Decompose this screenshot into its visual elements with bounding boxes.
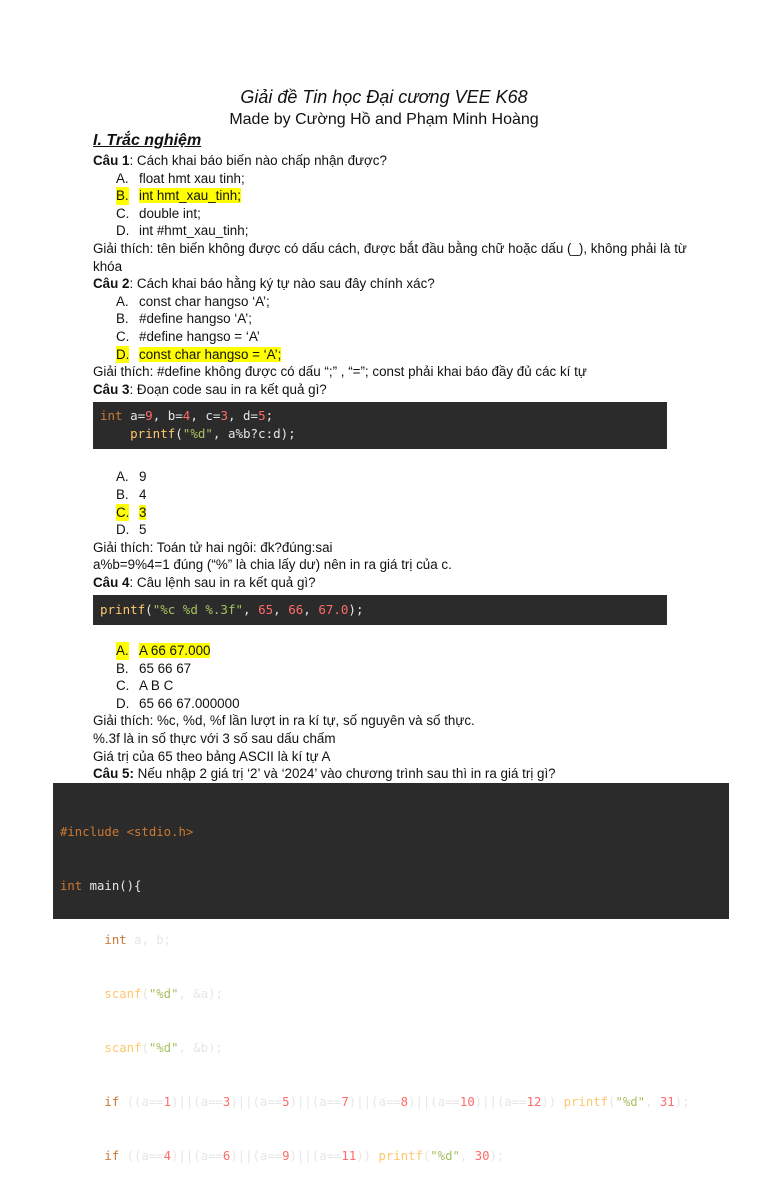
code-punct: ) bbox=[289, 1095, 297, 1109]
option-text: double int; bbox=[139, 205, 201, 221]
q5-code-block bbox=[53, 783, 729, 1163]
code-operator: || bbox=[296, 1149, 312, 1163]
code-punct: ) bbox=[474, 1095, 483, 1109]
code-line-decl: int a, b; bbox=[104, 933, 172, 947]
question-text: : Cách khai báo hằng ký tự nào sau đây chính xác? bbox=[129, 276, 435, 292]
code-operator: || bbox=[178, 1149, 194, 1163]
question-text: : Cách khai báo biến nào chấp nhận được? bbox=[129, 153, 387, 168]
code-punct: ) bbox=[548, 1095, 564, 1109]
code-punct: ( bbox=[119, 1095, 135, 1109]
option-text: float hmt xau tinh; bbox=[139, 170, 245, 186]
code-punct: ) bbox=[171, 1149, 179, 1163]
code-function: printf bbox=[378, 1149, 423, 1163]
code-punct: (a== bbox=[193, 1095, 223, 1109]
code-punct: ) bbox=[356, 1149, 364, 1163]
option-letter: C. bbox=[116, 328, 130, 344]
option-text: A B C bbox=[139, 678, 174, 694]
code-punct: (a== bbox=[252, 1095, 283, 1109]
option-text: 65 66 67.000000 bbox=[139, 695, 240, 711]
code-punct: (a== bbox=[430, 1095, 460, 1109]
q3-code-block bbox=[93, 402, 667, 449]
code-line-if-30 bbox=[60, 1147, 729, 1165]
q3-option-d bbox=[93, 521, 693, 539]
code-punct: (a== bbox=[311, 1149, 342, 1163]
code-punct: (a== bbox=[134, 1095, 164, 1109]
question-5 bbox=[93, 765, 693, 783]
option-text: int #hmt_xau_tinh; bbox=[139, 223, 249, 239]
code-punct: (a== bbox=[371, 1095, 401, 1109]
q4-explanation-3: Giá trị của 65 theo bảng ASCII là kí tự A bbox=[93, 748, 331, 764]
option-text: 65 66 67 bbox=[139, 660, 192, 676]
q2-option-d bbox=[93, 346, 693, 364]
code-line-scanf-b: scanf("%d", &b); bbox=[104, 1041, 223, 1055]
option-letter: B. bbox=[116, 188, 129, 204]
question-3 bbox=[93, 381, 693, 399]
option-text-answer: 3 bbox=[139, 504, 147, 520]
code-operator: || bbox=[356, 1095, 372, 1109]
question-text: Nếu nhập 2 giá trị ‘2’ và ‘2024’ vào chương trình sau thì in ra giá trị gì? bbox=[133, 766, 556, 782]
q2-explanation: Giải thích: #define không được có dấu “;” , “=”; const phải khai báo đầy đủ các kí tự bbox=[93, 364, 587, 380]
code-punct: (a== bbox=[311, 1095, 342, 1109]
code-number: 10 bbox=[459, 1095, 475, 1109]
code-indent bbox=[60, 1095, 104, 1109]
code-number: 7 bbox=[341, 1095, 349, 1109]
code-punct: ) bbox=[230, 1149, 238, 1163]
option-letter: C. bbox=[116, 678, 130, 694]
q3-option-c bbox=[93, 504, 693, 522]
q1-option-a bbox=[93, 170, 693, 188]
q4-option-b bbox=[93, 660, 693, 678]
q4-explanation-1: Giải thích: %c, %d, %f lần lượt in ra kí tự, số nguyên và số thực. bbox=[93, 713, 475, 729]
code-number: 30 bbox=[474, 1149, 490, 1163]
code-punct: ) bbox=[541, 1095, 549, 1109]
code-operator: || bbox=[237, 1095, 253, 1109]
code-keyword: if bbox=[104, 1149, 120, 1163]
content bbox=[93, 152, 693, 783]
code-number: 11 bbox=[341, 1149, 357, 1163]
question-text: : Câu lệnh sau in ra kết quả gì? bbox=[129, 574, 316, 590]
code-number: 1 bbox=[163, 1095, 172, 1109]
code-punct: (a== bbox=[496, 1095, 527, 1109]
q3-option-b bbox=[93, 486, 693, 504]
option-text-answer: A 66 67.000 bbox=[139, 642, 211, 658]
option-letter: A. bbox=[116, 293, 129, 309]
code-operator: || bbox=[482, 1095, 497, 1109]
code-indent bbox=[60, 1149, 104, 1163]
option-text: 4 bbox=[139, 486, 147, 502]
code-operator: || bbox=[415, 1095, 431, 1109]
option-text: 9 bbox=[139, 469, 147, 485]
code-punct: ) bbox=[230, 1095, 238, 1109]
code-number: 3 bbox=[222, 1095, 231, 1109]
code-punct: ) bbox=[171, 1095, 179, 1109]
code-line-main: int main(){ bbox=[60, 879, 142, 893]
question-label: Câu 5: bbox=[93, 766, 134, 782]
code-punct: ) bbox=[363, 1149, 379, 1163]
q2-option-b bbox=[93, 310, 693, 328]
question-label: Câu 4 bbox=[93, 574, 130, 590]
code-line: printf("%d", a%b?c:d); bbox=[130, 425, 296, 441]
option-text: #define hangso = ‘A’ bbox=[139, 328, 260, 344]
code-punct: ) bbox=[408, 1095, 416, 1109]
option-letter: C. bbox=[116, 504, 130, 520]
option-text: const char hangso ‘A’; bbox=[139, 293, 270, 309]
q1-option-d bbox=[93, 222, 693, 240]
code-operator: || bbox=[237, 1149, 253, 1163]
document-subtitle: Made by Cường Hồ and Phạm Minh Hoàng bbox=[229, 111, 539, 128]
option-letter: A. bbox=[116, 170, 129, 186]
option-letter: A. bbox=[116, 469, 129, 485]
code-line: int a=9, b=4, c=3, d=5; bbox=[100, 408, 274, 424]
code-operator: || bbox=[296, 1095, 312, 1109]
question-1 bbox=[93, 152, 693, 170]
question-label: Câu 3 bbox=[93, 381, 130, 397]
option-letter: D. bbox=[116, 346, 130, 362]
code-punct: , bbox=[459, 1149, 475, 1163]
q1-explanation: Giải thích: tên biến không được có dấu cách, được bắt đầu bằng chữ hoặc dấu (_), không phải là từ khóa bbox=[93, 240, 691, 274]
question-label: Câu 1 bbox=[93, 153, 130, 168]
code-string: "%d" bbox=[615, 1095, 646, 1109]
code-punct: (a== bbox=[134, 1149, 164, 1163]
question-4 bbox=[93, 574, 693, 592]
code-punct: , bbox=[645, 1095, 660, 1109]
code-punct: ) bbox=[348, 1095, 357, 1109]
option-letter: D. bbox=[116, 522, 130, 538]
code-punct: ( bbox=[608, 1095, 616, 1109]
option-text: #define hangso ‘A’; bbox=[139, 311, 252, 327]
option-letter: D. bbox=[116, 223, 130, 239]
q3-explanation-1: Giải thích: Toán tử hai ngôi: đk?đúng:sai bbox=[93, 539, 333, 555]
code-number: 8 bbox=[400, 1095, 409, 1109]
option-letter: B. bbox=[116, 311, 129, 327]
code-function: printf bbox=[563, 1095, 609, 1109]
q1-option-c bbox=[93, 205, 693, 223]
q4-code-block: printf("%c %d %.3f", 65, 66, 67.0); bbox=[93, 595, 667, 625]
code-number: 6 bbox=[222, 1149, 231, 1163]
code-keyword: if bbox=[104, 1095, 120, 1109]
question-label: Câu 2 bbox=[93, 276, 130, 292]
option-letter: D. bbox=[116, 695, 130, 711]
code-punct: ( bbox=[119, 1149, 135, 1163]
question-text: : Đoạn code sau in ra kết quả gì? bbox=[129, 381, 327, 397]
code-punct: ); bbox=[674, 1095, 690, 1109]
option-text: 5 bbox=[139, 522, 147, 538]
code-number: 9 bbox=[282, 1149, 290, 1163]
q4-option-a bbox=[93, 642, 693, 660]
code-punct: (a== bbox=[193, 1149, 223, 1163]
section-heading: I. Trắc nghiệm bbox=[93, 132, 202, 149]
code-number: 4 bbox=[163, 1149, 172, 1163]
code-string: "%d" bbox=[430, 1149, 460, 1163]
q4-explanation-2: %.3f là in số thực với 3 số sau dấu chấm bbox=[93, 730, 336, 746]
code-line-if-31 bbox=[60, 1093, 729, 1111]
option-letter: A. bbox=[116, 642, 129, 658]
document-title: Giải đề Tin học Đại cương VEE K68 bbox=[240, 87, 528, 107]
code-line-include: #include <stdio.h> bbox=[60, 825, 194, 839]
code-operator: || bbox=[178, 1095, 194, 1109]
code-number: 31 bbox=[659, 1095, 675, 1109]
code-number: 12 bbox=[526, 1095, 542, 1109]
q2-option-a bbox=[93, 293, 693, 311]
q4-option-c bbox=[93, 677, 693, 695]
question-2 bbox=[93, 275, 693, 293]
q1-option-b bbox=[93, 187, 693, 205]
q2-option-c bbox=[93, 328, 693, 346]
code-punct: ) bbox=[289, 1149, 297, 1163]
code-line-scanf-a: scanf("%d", &a); bbox=[104, 987, 223, 1001]
q3-explanation-2: a%b=9%4=1 đúng (“%” là chia lấy dư) nên in ra giá trị của c. bbox=[93, 557, 452, 573]
code-punct: (a== bbox=[252, 1149, 283, 1163]
code-number: 5 bbox=[282, 1095, 290, 1109]
option-text-answer: const char hangso = ‘A’; bbox=[139, 346, 282, 362]
q3-option-a bbox=[93, 468, 693, 486]
option-letter: C. bbox=[116, 205, 130, 221]
q4-option-d bbox=[93, 695, 693, 713]
option-letter: B. bbox=[116, 660, 129, 676]
option-text-answer: int hmt_xau_tinh; bbox=[139, 188, 241, 204]
option-letter: B. bbox=[116, 486, 129, 502]
code-punct: ( bbox=[422, 1149, 431, 1163]
code-punct: ); bbox=[489, 1149, 505, 1163]
